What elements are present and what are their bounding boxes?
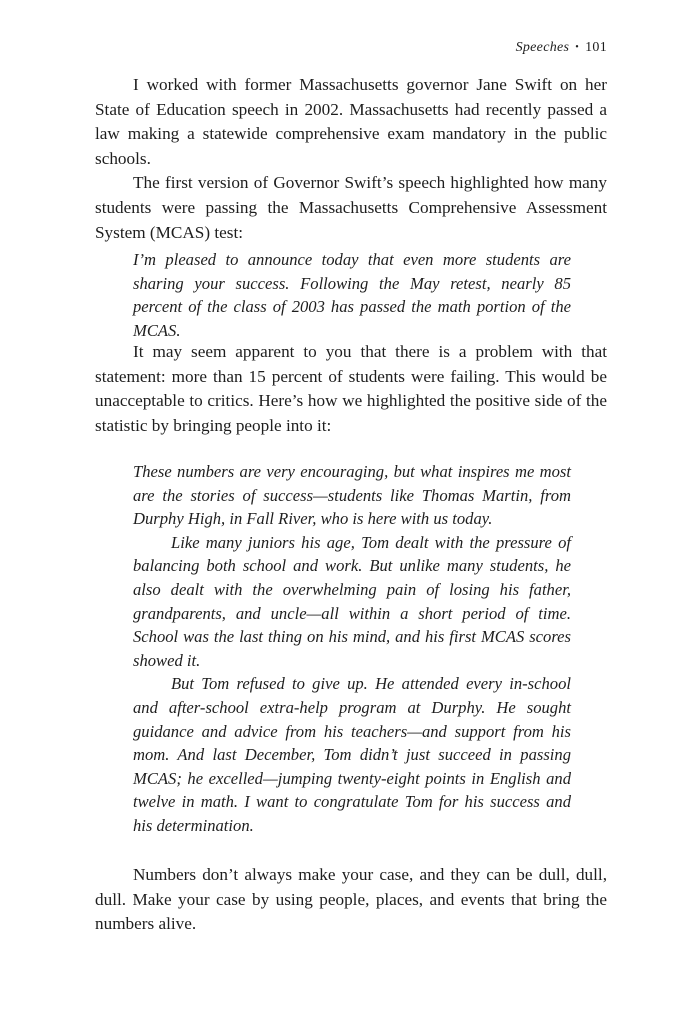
quote-paragraph: I’m pleased to announce today that even more students are sharing your success. Following the May retest, nearly 85 percent of the class of 2003 has passed the math portion of the MCAS. [133,250,571,340]
body-paragraph: The first version of Governor Swift’s speech highlighted how many students were passing the Massachusetts Comprehensive Assessment System (MCAS) test: [95,173,607,242]
page-number: 101 [585,40,607,55]
running-head-section: Speeches [515,40,570,55]
body-paragraph: Numbers don’t always make your case, and they can be dull, dull, dull. Make your case by using people, places, and events that bring the numbers alive. [95,865,607,934]
body-paragraph: It may seem apparent to you that there is a problem with that statement: more than 15 percent of students were failing. This would be unacceptable to critics. Here’s how we highlighted the positive side of the statistic by bringing people into it: [95,342,607,435]
body-paragraph: I worked with former Massachusetts governor Jane Swift on her State of Education speech in 2002. Massachusetts had recently passed a law making a statewide comprehensive exam mandatory in the public schools. [95,75,607,168]
block-quote-revised [133,460,571,838]
quote-paragraph: These numbers are very encouraging, but what inspires me most are the stories of success—students like Thomas Martin, from Durphy High, in Fall River, who is here with us today. [133,462,571,529]
body-text-middle [95,340,607,438]
running-head-separator: • [575,42,580,53]
running-head [516,40,607,56]
quote-paragraph: Like many juniors his age, Tom dealt with the pressure of balancing both school and work. But unlike many students, he also dealt with the overwhelming pain of losing his father, grandparents, and uncle—all within a short period of time. School was the last thing on his mind, and his first MCAS scores showed it. [133,532,571,670]
block-quote-first-draft [133,248,571,342]
quote-paragraph: But Tom refused to give up. He attended every in-school and after-school extra-help program at Durphy. He sought guidance and advice from his teachers—and support from his mom. And last December, Tom didn’t just succeed in passing MCAS; he excelled—jumping twenty-eight points in English and twelve in math. I want to congratulate Tom for his success and his determination. [133,674,571,835]
body-text-closing [95,863,607,937]
body-text-opening [95,73,607,245]
